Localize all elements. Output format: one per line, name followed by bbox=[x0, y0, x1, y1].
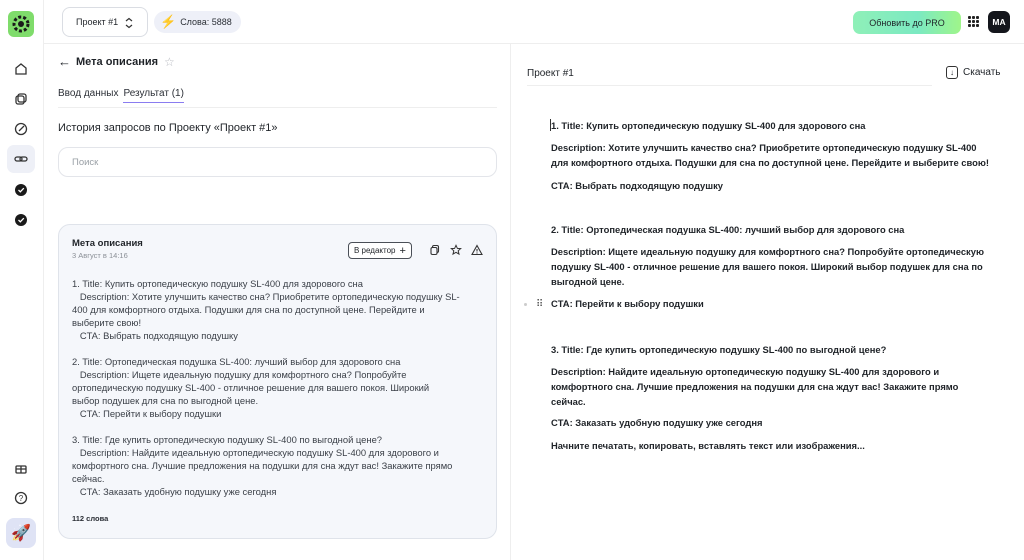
project-select-label: Проект #1 bbox=[76, 17, 119, 27]
words-badge bbox=[154, 11, 241, 33]
apps-grid-icon[interactable] bbox=[968, 16, 979, 27]
edit-icon[interactable] bbox=[7, 115, 35, 143]
word-count: 112 слова bbox=[72, 514, 109, 523]
card-line: 400 для комфортного отдыха. Подушки для сна по доступной цене. Перейдите и bbox=[72, 304, 425, 315]
card-title: Мета описания bbox=[72, 238, 143, 249]
tabs bbox=[58, 88, 189, 103]
card-line: Description: Найдите идеальную ортопедическую подушку SL-400 для здорового и bbox=[72, 447, 439, 458]
card-body bbox=[72, 277, 487, 498]
page-header bbox=[58, 54, 175, 69]
warning-icon[interactable] bbox=[471, 243, 483, 257]
card-line: ортопедическую подушку SL-400 - отличное решение для вашего покоя. Широкий bbox=[72, 382, 430, 393]
doc-paragraph: CTA: Выбрать подходящую подушку bbox=[551, 180, 723, 191]
badge-icon[interactable] bbox=[7, 206, 35, 234]
chevron-updown-icon bbox=[124, 17, 134, 29]
star-icon[interactable]: ☆ bbox=[164, 54, 175, 69]
block-plus-dot[interactable] bbox=[524, 303, 527, 306]
download-icon: ↓ bbox=[946, 66, 958, 79]
doc-paragraph: Description: Ищете идеальную подушку для комфортного сна? Попробуйте ортопедическую подушку SL-400 - отличное решение для вашего покоя. Широкий выбор подушек для сна по выгодной цене. bbox=[551, 246, 984, 287]
upgrade-button[interactable]: Обновить до PRO bbox=[853, 11, 961, 34]
link-icon[interactable] bbox=[7, 145, 35, 173]
search-input[interactable]: Поиск bbox=[58, 147, 497, 177]
page-title: Мета описания bbox=[76, 55, 159, 68]
download-button[interactable] bbox=[946, 66, 1001, 79]
result-card bbox=[58, 224, 497, 539]
card-line: CTA: Выбрать подходящую подушку bbox=[72, 330, 238, 341]
copy-icon[interactable] bbox=[7, 85, 35, 113]
card-line: CTA: Заказать удобную подушку уже сегодня bbox=[72, 486, 277, 497]
doc-paragraph: CTA: Заказать удобную подушку уже сегодня bbox=[551, 417, 763, 428]
doc-paragraph: 1. Title: Купить ортопедическую подушку SL-400 для здорового сна bbox=[551, 120, 866, 131]
top-bar bbox=[44, 0, 1024, 44]
home-icon[interactable] bbox=[7, 55, 35, 83]
card-line: 2. Title: Ортопедическая подушка SL-400: лучший выбор для здорового сна bbox=[72, 356, 401, 367]
logo[interactable] bbox=[8, 11, 34, 37]
sidebar-rail bbox=[0, 0, 44, 560]
card-line: CTA: Перейти к выбору подушки bbox=[72, 408, 222, 419]
plus-icon: + bbox=[399, 244, 406, 257]
document-title[interactable]: Проект #1 bbox=[527, 68, 574, 79]
doc-placeholder: Начните печатать, копировать, вставлять текст или изображения... bbox=[551, 440, 865, 451]
editor-panel bbox=[512, 44, 1024, 560]
card-date: 3 Август в 14:16 bbox=[72, 251, 128, 260]
avatar[interactable]: MA bbox=[988, 11, 1010, 33]
card-line: сейчас. bbox=[72, 473, 105, 484]
open-in-editor-label: В редактор bbox=[354, 246, 396, 255]
download-label: Скачать bbox=[963, 67, 1001, 78]
divider bbox=[527, 85, 932, 86]
doc-paragraph: 2. Title: Ортопедическая подушка SL-400: лучший выбор для здорового сна bbox=[551, 224, 905, 235]
gear-logo-icon bbox=[11, 14, 31, 34]
doc-paragraph: Description: Хотите улучшить качество сна? Приобретите ортопедическую подушку SL-400 для комфортного отдыха. Подушки для сна по доступной цене. Перейдите и выберите свою! bbox=[551, 142, 990, 168]
drag-handle-icon[interactable]: ⠿ bbox=[536, 299, 544, 310]
tab-input[interactable]: Ввод данных bbox=[58, 88, 119, 99]
doc-paragraph: Description: Найдите идеальную ортопедическую подушку SL-400 для здорового и комфортного сна. Лучшие предложения на подушки для сна ждут вас! Закажите прямо сейчас. bbox=[551, 366, 959, 407]
left-panel bbox=[44, 44, 511, 560]
card-line: Description: Хотите улучшить качество сна? Приобретите ортопедическую подушку SL- bbox=[72, 291, 460, 302]
rocket-icon[interactable]: 🚀 bbox=[6, 518, 36, 548]
open-in-editor-button[interactable] bbox=[348, 242, 412, 259]
card-line: выбор подушек для сна по выгодной цене. bbox=[72, 395, 259, 406]
doc-paragraph: CTA: Перейти к выбору подушки bbox=[551, 298, 704, 309]
copy-icon[interactable] bbox=[429, 243, 441, 257]
badge-icon[interactable] bbox=[7, 176, 35, 204]
card-line: выберите свою! bbox=[72, 317, 142, 328]
back-arrow-icon[interactable]: ← bbox=[58, 54, 71, 69]
doc-paragraph: 3. Title: Где купить ортопедическую подушку SL-400 по выгодной цене? bbox=[551, 344, 887, 355]
card-line-gap bbox=[72, 420, 487, 433]
history-title: История запросов по Проекту «Проект #1» bbox=[58, 122, 278, 134]
card-line: 1. Title: Купить ортопедическую подушку SL-400 для здорового сна bbox=[72, 278, 363, 289]
tab-result[interactable]: Результат (1) bbox=[123, 88, 183, 103]
divider bbox=[58, 107, 497, 108]
card-line: комфортного сна. Лучшие предложения на подушки для сна ждут вас! Закажите прямо bbox=[72, 460, 453, 471]
help-icon[interactable] bbox=[7, 484, 35, 512]
card-line-gap bbox=[72, 342, 487, 355]
words-badge-label: Слова: 5888 bbox=[180, 17, 232, 27]
project-select[interactable] bbox=[62, 7, 148, 37]
gift-icon[interactable] bbox=[7, 454, 35, 482]
lightning-icon: ⚡ bbox=[160, 14, 177, 29]
card-line: 3. Title: Где купить ортопедическую подушку SL-400 по выгодной цене? bbox=[72, 434, 383, 445]
card-line: Description: Ищете идеальную подушку для комфортного сна? Попробуйте bbox=[72, 369, 407, 380]
svg-text:?: ? bbox=[18, 494, 24, 503]
star-icon[interactable] bbox=[450, 243, 462, 257]
